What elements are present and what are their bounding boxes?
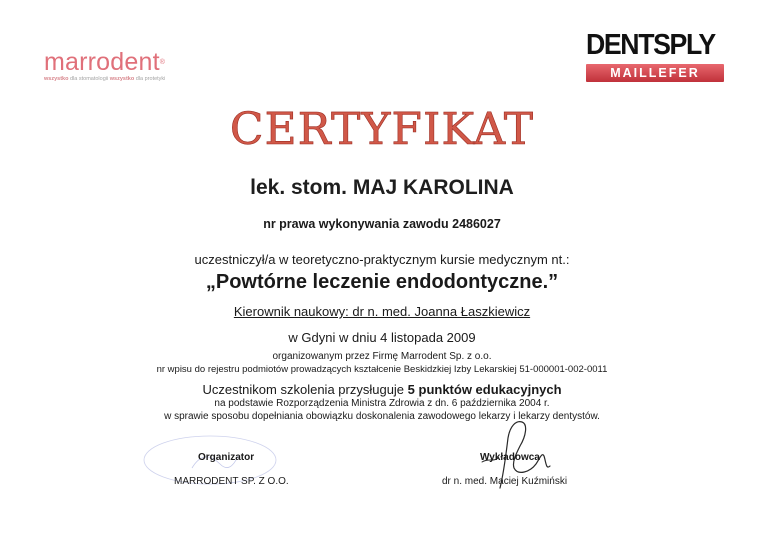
registry-number: nr wpisu do rejestru podmiotów prowadzących kształcenie Beskidzkiej Izby Lekarskiej 51-000001-002-0011	[156, 364, 608, 375]
dentsply-logo-word: DENTSPLY	[586, 29, 715, 61]
organizer-label: Organizator	[198, 452, 255, 463]
education-points: Uczestnikom szkolenia przysługuje 5 punktów edukacyjnych	[202, 382, 562, 397]
certificate-title: CERTYFIKAT	[229, 104, 535, 155]
participation-statement: uczestniczył/a w teoretyczno-praktycznym kursie medycznym nt.:	[194, 252, 570, 267]
place-and-date: w Gdyni w dniu 4 listopada 2009	[288, 330, 476, 345]
lecturer-name: dr n. med. Maciej Kuźmiński	[442, 476, 568, 487]
marrodent-logo-word: marrodent®	[44, 48, 166, 76]
lecturer-label: Wykładowca	[480, 452, 540, 463]
regulation-basis: na podstawie Rozporządzenia Ministra Zdrowia z dn. 6 października 2004 r.	[214, 398, 550, 409]
organizer-statement: organizowanym przez Firmę Marrodent Sp. z o.o.	[272, 351, 492, 362]
dentsply-maillefer-logo	[586, 30, 724, 82]
course-title: „Powtórne leczenie endodontyczne.”	[205, 271, 559, 293]
marrodent-logo	[44, 50, 165, 82]
scientific-supervisor: Kierownik naukowy: dr n. med. Joanna Łaszkiewicz	[233, 304, 531, 319]
organizer-name: MARRODENT SP. Z O.O.	[174, 476, 289, 487]
regulation-subject: w sprawie sposobu dopełniania obowiązku doskonalenia zawodowego lekarzy i lekarzy dentystów.	[164, 411, 600, 422]
marrodent-logo-tagline: wszystko dla stomatologii wszystko dla protetyki	[44, 76, 166, 82]
license-number: nr prawa wykonywania zawodu 2486027	[263, 217, 501, 231]
registered-mark: ®	[159, 59, 166, 66]
maillefer-logo-band: MAILLEFER	[586, 64, 724, 82]
recipient-name: lek. stom. MAJ KAROLINA	[250, 176, 514, 199]
